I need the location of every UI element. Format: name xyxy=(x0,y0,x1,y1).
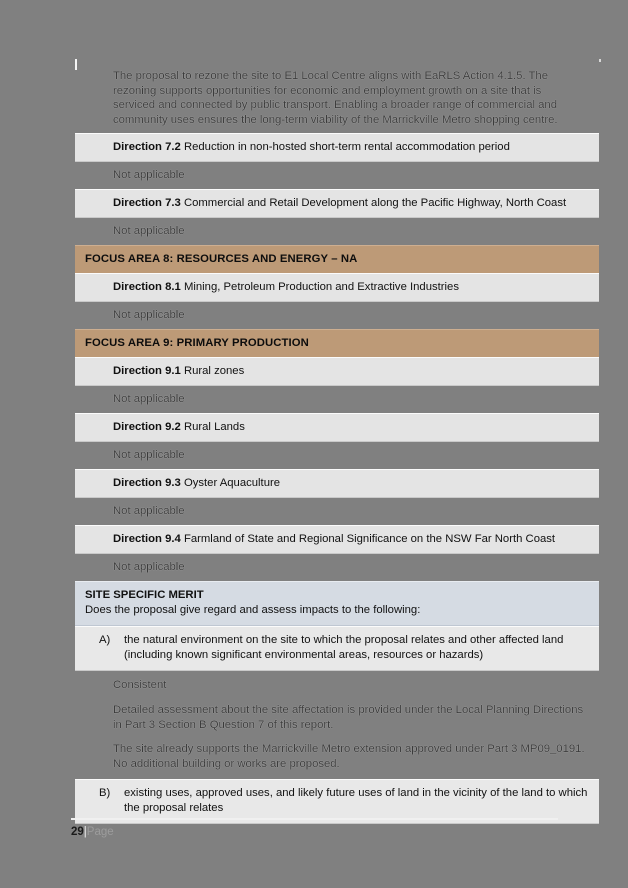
response-text: Not applicable xyxy=(113,393,185,406)
response-direction-7-2 xyxy=(75,162,599,189)
direction-number: Direction 7.2 xyxy=(113,141,181,154)
merit-subheading: Does the proposal give regard and assess impacts to the following: xyxy=(85,604,421,617)
response-merit-item-a xyxy=(75,671,599,779)
document-content-column xyxy=(75,65,599,824)
response-text: Not applicable xyxy=(113,309,185,322)
direction-9-2 xyxy=(75,413,599,442)
direction-number: Direction 9.3 xyxy=(113,477,181,490)
direction-title: Farmland of State and Regional Significance on the NSW Far North Coast xyxy=(180,533,556,546)
response-direction-9-2 xyxy=(75,442,599,469)
merit-item-row xyxy=(99,633,589,663)
response-direction-9-1 xyxy=(75,386,599,413)
direction-number: Direction 9.4 xyxy=(113,533,181,546)
merit-item-row xyxy=(99,786,589,816)
footer-page-word: Page xyxy=(86,826,114,838)
response-paragraph: The site already supports the Marrickville Metro extension approved under Part 3 MP09_0191. No additional building or works are proposed. xyxy=(113,743,585,770)
direction-title: Rural Lands xyxy=(180,421,245,434)
response-text: Not applicable xyxy=(113,449,185,462)
direction-title: Rural zones xyxy=(180,365,245,378)
response-direction-8-1 xyxy=(75,302,599,329)
footer-page-number: 29 xyxy=(71,826,84,838)
focus-area-label: FOCUS AREA 8: RESOURCES AND ENERGY – NA xyxy=(85,253,358,266)
focus-area-9 xyxy=(75,329,599,357)
response-direction-9-3 xyxy=(75,498,599,525)
merit-heading: SITE SPECIFIC MERIT xyxy=(85,589,204,602)
response-text: Not applicable xyxy=(113,561,185,574)
direction-title: Mining, Petroleum Production and Extractive Industries xyxy=(180,281,459,294)
content-edge-tick-right xyxy=(599,59,601,62)
response-direction-7-3 xyxy=(75,218,599,245)
merit-item-letter: B) xyxy=(99,787,111,800)
direction-9-4 xyxy=(75,525,599,554)
direction-7-2 xyxy=(75,133,599,162)
merit-item-a xyxy=(75,626,599,671)
direction-7-3 xyxy=(75,189,599,218)
response-direction-7-1 xyxy=(75,65,599,133)
response-paragraph: Detailed assessment about the site affectation is provided under the Local Planning Directions in Part 3 Section B Question 7 of this report. xyxy=(113,703,584,731)
response-paragraph: Consistent xyxy=(113,679,167,692)
site-specific-merit-header xyxy=(75,581,599,626)
direction-number: Direction 9.1 xyxy=(113,365,181,378)
response-paragraph: The proposal to rezone the site to E1 Local Centre aligns with EaRLS Action 4.1.5. The rezoning supports opportunities for economic and employment growth on a site that is serviced and connected by public transport. Enabling a broader range of commercial and community uses ensures the long-term viability of the Marrickville Metro shopping centre. xyxy=(113,70,558,126)
focus-area-label: FOCUS AREA 9: PRIMARY PRODUCTION xyxy=(85,337,309,350)
merit-item-letter: A) xyxy=(99,634,111,647)
response-text: Not applicable xyxy=(113,169,185,182)
direction-title: Oyster Aquaculture xyxy=(180,477,281,490)
footer-divider xyxy=(71,818,558,820)
response-direction-9-4 xyxy=(75,554,599,581)
direction-number: Direction 7.3 xyxy=(113,197,181,210)
direction-number: Direction 8.1 xyxy=(113,281,181,294)
response-text: Not applicable xyxy=(113,505,185,518)
direction-9-1 xyxy=(75,357,599,386)
page-footer xyxy=(71,818,558,839)
direction-9-3 xyxy=(75,469,599,498)
direction-number: Direction 9.2 xyxy=(113,421,181,434)
direction-title: Reduction in non-hosted short-term rental accommodation period xyxy=(180,141,510,154)
direction-title: Commercial and Retail Development along the Pacific Highway, North Coast xyxy=(180,197,567,210)
direction-8-1 xyxy=(75,273,599,302)
merit-item-text: the natural environment on the site to which the proposal relates and other affected land (including known significant environmental areas, resources or hazards) xyxy=(124,634,564,662)
footer-separator: | xyxy=(83,826,87,838)
footer-page-label xyxy=(71,825,558,839)
focus-area-8 xyxy=(75,245,599,273)
response-text: Not applicable xyxy=(113,225,185,238)
merit-item-text: existing uses, approved uses, and likely future uses of land in the vicinity of the land to which the proposal relates xyxy=(124,787,588,815)
